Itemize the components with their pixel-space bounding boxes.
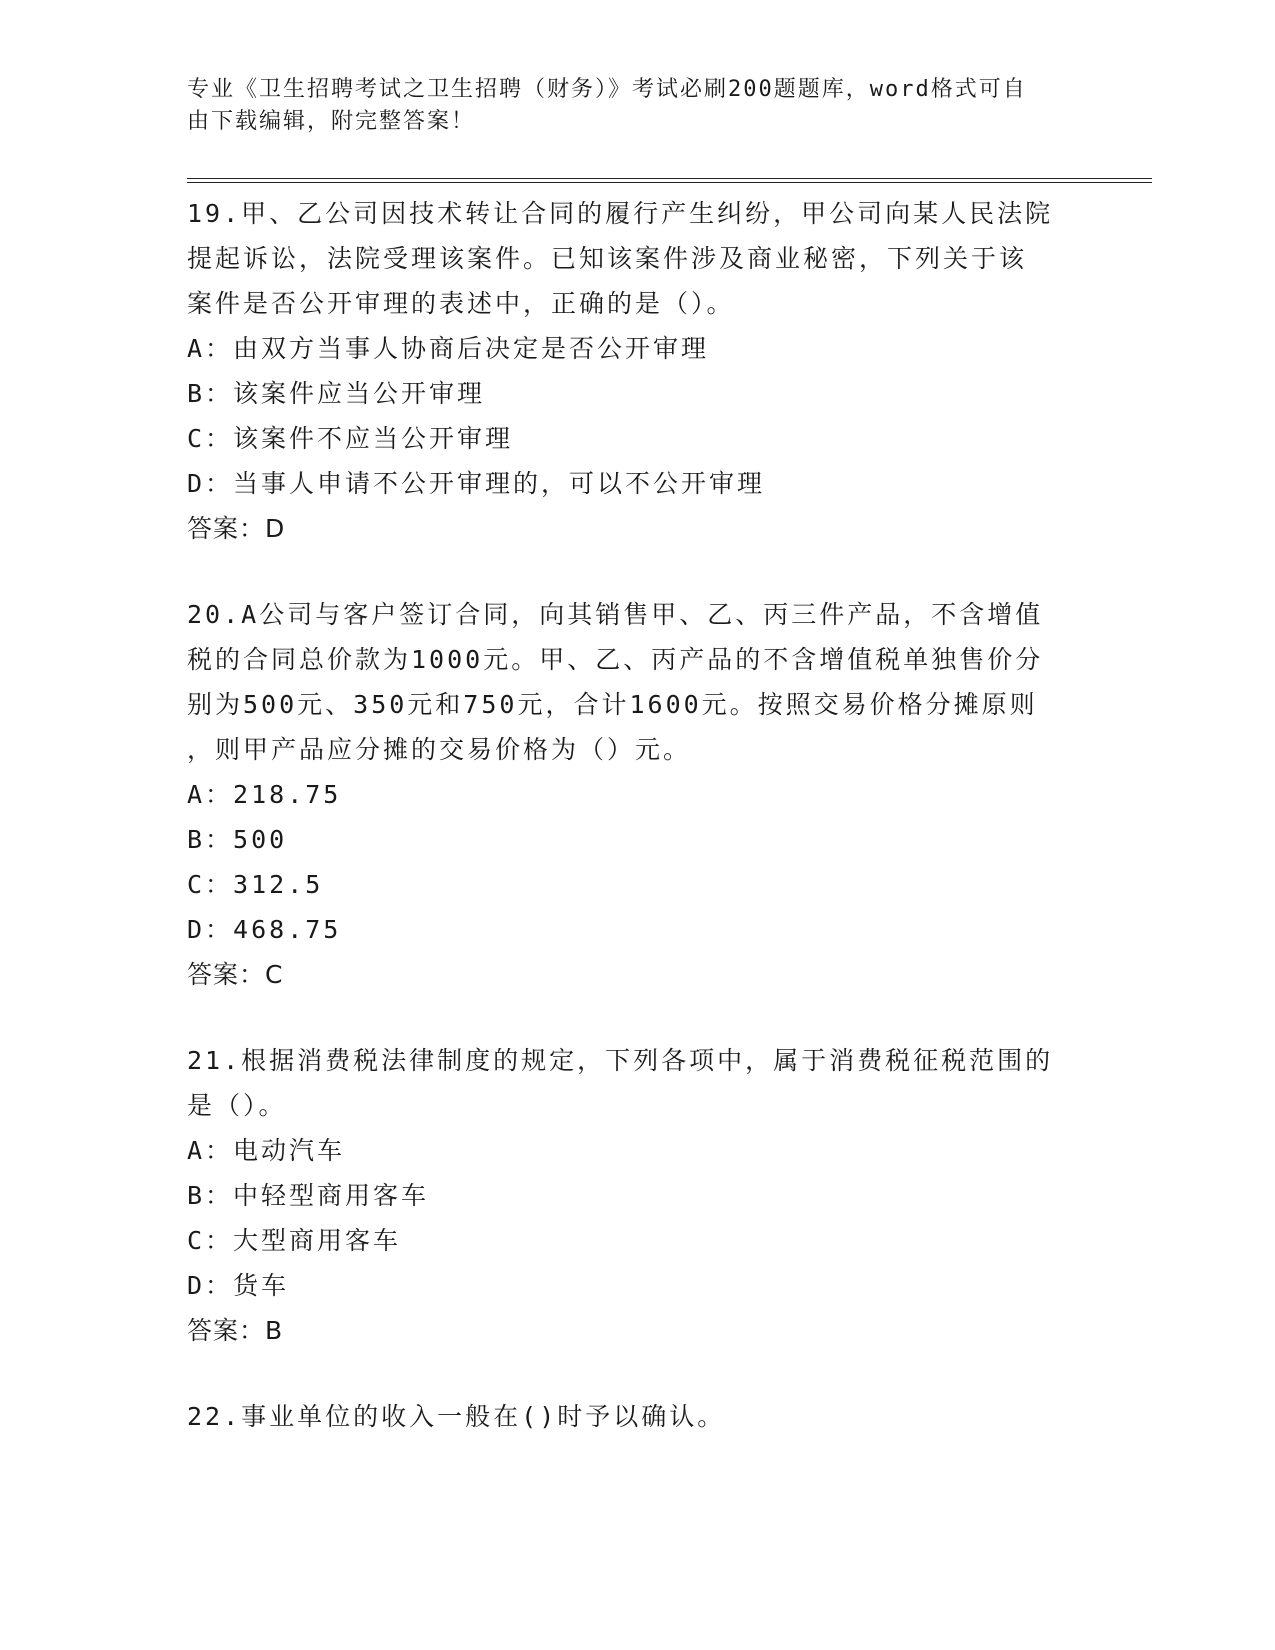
header-line-1: 专业《卫生招聘考试之卫生招聘（财务）》考试必刷200题题库，word格式可自 <box>187 77 1027 102</box>
question-line: 22.事业单位的收入一般在()时予以确认。 <box>187 1402 726 1431</box>
option-c: C：312.5 <box>187 870 324 899</box>
question-line: 案件是否公开审理的表述中，正确的是（）。 <box>187 289 735 318</box>
option-a: A：由双方当事人协商后决定是否公开审理 <box>187 334 710 363</box>
answer-line: 答案：B <box>187 1316 284 1345</box>
question-line: ，则甲产品应分摊的交易价格为（）元。 <box>187 735 692 764</box>
answer-line: 答案：C <box>187 960 284 989</box>
question-line: 21.根据消费税法律制度的规定，下列各项中，属于消费税征税范围的 <box>187 1046 1054 1075</box>
question-list <box>187 191 1107 1479</box>
question-line: 税的合同总价款为1000元。甲、乙、丙产品的不含增值税单独售价分 <box>187 645 1044 674</box>
question-21 <box>187 1038 1107 1354</box>
answer-line: 答案：D <box>187 514 286 543</box>
question-line: 20.A公司与客户签订合同，向其销售甲、乙、丙三件产品，不含增值 <box>187 600 1044 629</box>
question-20 <box>187 592 1107 998</box>
header-divider-bottom <box>187 182 1152 183</box>
header-divider-top <box>187 178 1152 179</box>
question-22 <box>187 1394 1107 1439</box>
option-b: B：中轻型商用客车 <box>187 1181 430 1210</box>
option-c: C：该案件不应当公开审理 <box>187 424 514 453</box>
option-a: A：218.75 <box>187 780 342 809</box>
document-header <box>187 74 1067 138</box>
question-line: 别为500元、350元和750元，合计1600元。按照交易价格分摊原则 <box>187 690 1038 719</box>
header-line-2: 由下载编辑，附完整答案！ <box>187 109 476 134</box>
option-d: D：货车 <box>187 1271 290 1300</box>
option-b: B：500 <box>187 825 288 854</box>
question-line: 是（）。 <box>187 1091 287 1120</box>
option-d: D：当事人申请不公开审理的，可以不公开审理 <box>187 469 766 498</box>
option-c: C：大型商用客车 <box>187 1226 402 1255</box>
question-line: 提起诉讼，法院受理该案件。已知该案件涉及商业秘密，下列关于该 <box>187 244 1028 273</box>
option-b: B：该案件应当公开审理 <box>187 379 486 408</box>
option-a: A：电动汽车 <box>187 1136 346 1165</box>
question-19 <box>187 191 1107 552</box>
question-line: 19.甲、乙公司因技术转让合同的履行产生纠纷，甲公司向某人民法院 <box>187 199 1054 228</box>
option-d: D：468.75 <box>187 915 342 944</box>
